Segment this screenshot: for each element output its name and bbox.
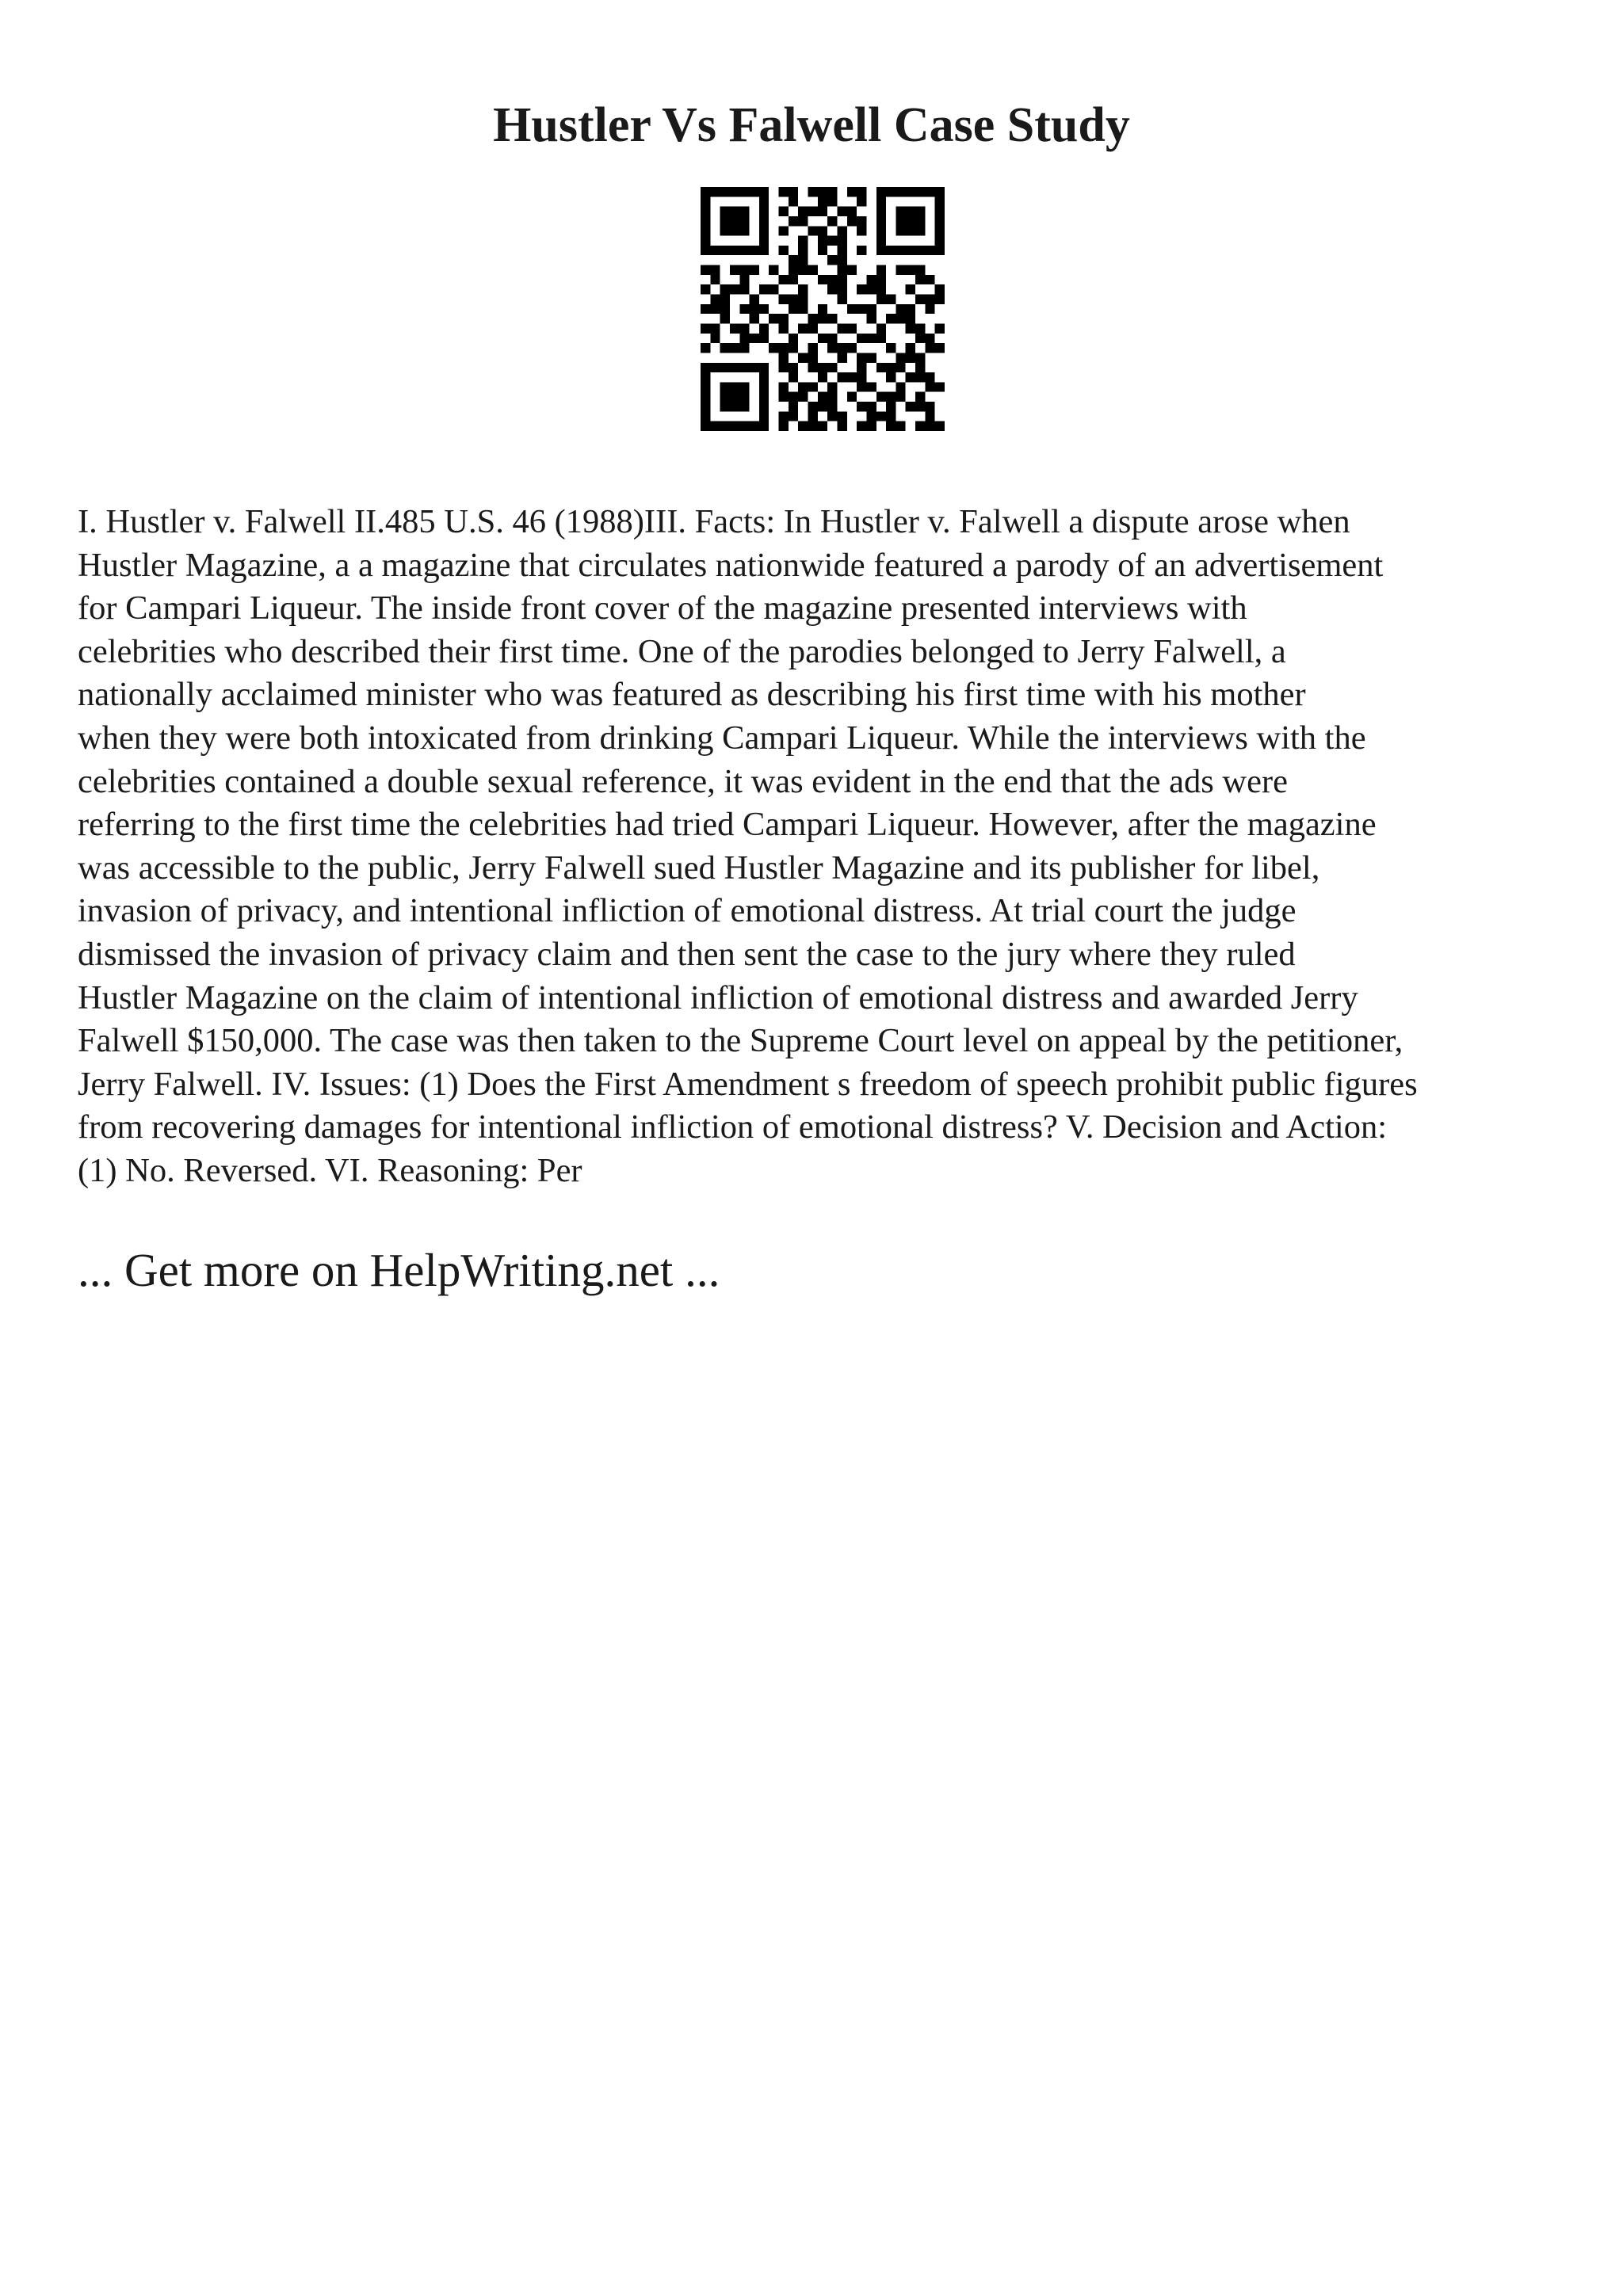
page-title: Hustler Vs Falwell Case Study (493, 98, 1130, 152)
get-more-link[interactable]: ... Get more on HelpWriting.net ... (78, 1244, 720, 1296)
qr-code-icon (701, 187, 945, 431)
article-body: I. Hustler v. Falwell II.485 U.S. 46 (1988)III. Facts: In Hustler v. Falwell a dispute arose when Hustler Magazine, a a magazine that circulates nationwide featured a parody of an advertisement for Campari Liqueur. The inside front cover of the magazine presented interviews with celebrities who described their first time. One of the parodies belonged to Jerry Falwell, a nationally acclaimed minister who was featured as describing his first time with his mother when they were both intoxicated from drinking Campari Liqueur. While the interviews with the celebrities contained a double sexual reference, it was evident in the end that the ads were referring to the first time the celebrities had tried Campari Liqueur. However, after the magazine was accessible to the public, Jerry Falwell sued Hustler Magazine and its publisher for libel, invasion of privacy, and intentional infliction of emotional distress. At trial court the judge dismissed the invasion of privacy claim and then sent the case to the jury where they ruled Hustler Magazine on the claim of intentional infliction of emotional distress and awarded Jerry Falwell $150,000. The case was then taken to the Supreme Court level on appeal by the petitioner, Jerry Falwell. IV. Issues: (1) Does the First Amendment s freedom of speech prohibit public figures from recovering damages for intentional infliction of emotional distress? V. Decision and Action: (1) No. Reversed. VI. Reasoning: Per (78, 503, 1418, 1189)
